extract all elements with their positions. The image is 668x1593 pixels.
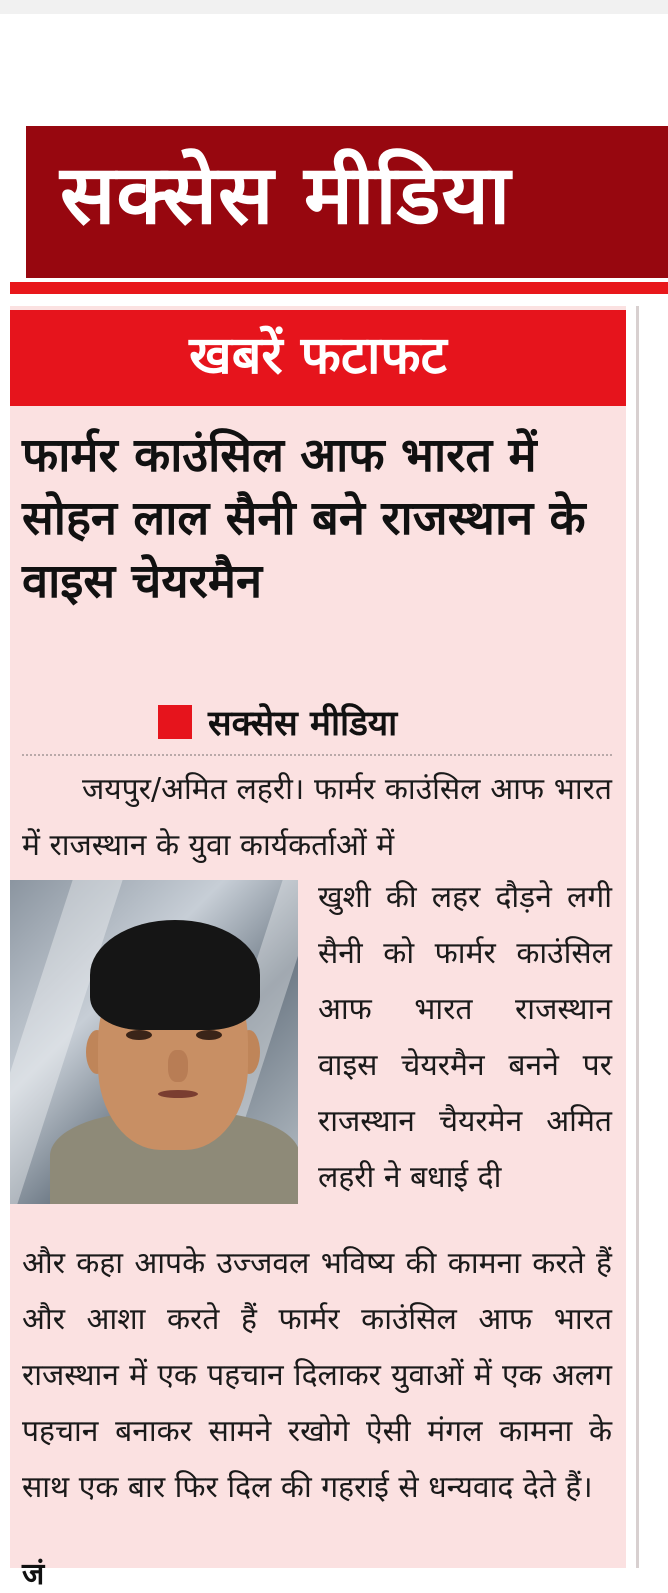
column-divider (636, 306, 639, 1568)
person-nose (168, 1050, 188, 1082)
byline-text: सक्सेस मीडिया (208, 703, 398, 744)
person-photo (10, 880, 298, 1204)
person-mouth (158, 1090, 198, 1098)
top-strip (0, 0, 668, 14)
dotted-divider (22, 754, 612, 756)
person-eye (196, 1030, 222, 1040)
person-eye (126, 1030, 152, 1040)
article-paragraph-1: जयपुर/अमित लहरी। फार्मर काउंसिल आफ भारत में राजस्थान के युवा कार्यकर्ताओं में (22, 772, 612, 863)
byline (158, 698, 397, 746)
article-paragraph-2: खुशी की लहर दौड़ने लगी सैनी को फार्मर काउंसिल आफ भारत राजस्थान वाइस चेयरमैन बनने पर राजस्थान चैयरमेन अमित लहरी ने बधाई दी (318, 880, 612, 1195)
next-article-fragment: जं (22, 1557, 45, 1592)
masthead-title: सक्सेस मीडिया (26, 126, 668, 278)
article-paragraph-3: और कहा आपके उज्जवल भविष्य की कामना करते हैं और आशा करते हैं फार्मर काउंसिल आफ भारत राजस्थान में एक पहचान दिलाकर युवाओं में एक अलग पहचान बनाकर सामने रखोगे ऐसी मंगल कामना के साथ एक बार फिर दिल की गहराई से धन्यवाद देते हैं। (22, 1246, 612, 1505)
byline-square-icon (158, 705, 192, 739)
article-headline: फार्मर काउंसिल आफ भारत में सोहन लाल सैनी बने राजस्थान के वाइस चेयरमैन (22, 428, 586, 609)
masthead-divider (10, 282, 668, 294)
section-title: खबरें फटाफट (10, 310, 626, 406)
person-hair (90, 920, 260, 1030)
